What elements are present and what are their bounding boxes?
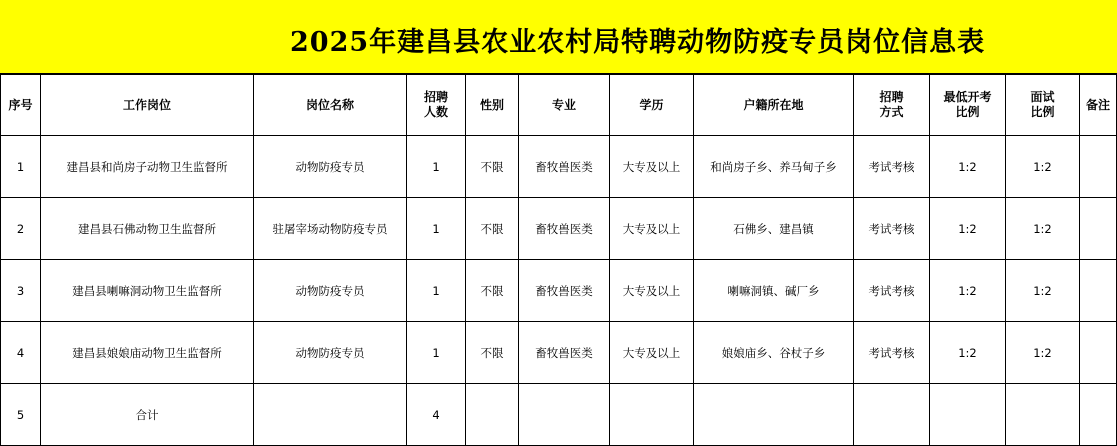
cell-empty[interactable] — [1006, 384, 1080, 446]
cell-major[interactable]: 畜牧兽医类 — [519, 260, 610, 322]
cell-count[interactable]: 1 — [407, 322, 466, 384]
cell-unit[interactable]: 建昌县和尚房子动物卫生监督所 — [41, 136, 254, 198]
header-unit[interactable]: 工作岗位 — [41, 75, 254, 136]
cell-note[interactable] — [1080, 322, 1117, 384]
cell-major[interactable]: 畜牧兽医类 — [519, 198, 610, 260]
cell-seq[interactable]: 1 — [1, 136, 41, 198]
cell-empty[interactable] — [519, 384, 610, 446]
table-row — [1, 322, 1117, 384]
cell-method[interactable]: 考试考核 — [854, 198, 930, 260]
cell-hukou[interactable]: 石佛乡、建昌镇 — [694, 198, 854, 260]
header-post[interactable]: 岗位名称 — [254, 75, 407, 136]
cell-seq[interactable]: 2 — [1, 198, 41, 260]
cell-total-label[interactable]: 合计 — [41, 384, 254, 446]
table-row — [1, 136, 1117, 198]
header-ratio-line2: 比例 — [955, 105, 980, 119]
cell-interview[interactable]: 1:2 — [1006, 260, 1080, 322]
header-ratio-line1: 最低开考 — [943, 90, 992, 104]
header-interview-line1: 面试 — [1030, 90, 1055, 104]
cell-method[interactable]: 考试考核 — [854, 136, 930, 198]
cell-unit[interactable]: 建昌县喇嘛洞动物卫生监督所 — [41, 260, 254, 322]
cell-post[interactable]: 动物防疫专员 — [254, 260, 407, 322]
cell-edu[interactable]: 大专及以上 — [610, 136, 694, 198]
header-seq[interactable]: 序号 — [1, 75, 41, 136]
cell-major[interactable]: 畜牧兽医类 — [519, 136, 610, 198]
cell-unit[interactable]: 建昌县石佛动物卫生监督所 — [41, 198, 254, 260]
cell-seq[interactable]: 3 — [1, 260, 41, 322]
cell-count[interactable]: 1 — [407, 198, 466, 260]
cell-note[interactable] — [1080, 136, 1117, 198]
table-title: 2025年建昌县农业农村局特聘动物防疫专员岗位信息表 — [290, 27, 986, 58]
header-note[interactable]: 备注 — [1080, 75, 1117, 136]
cell-note[interactable] — [1080, 260, 1117, 322]
cell-edu[interactable]: 大专及以上 — [610, 322, 694, 384]
cell-post[interactable]: 驻屠宰场动物防疫专员 — [254, 198, 407, 260]
header-major[interactable]: 专业 — [519, 75, 610, 136]
cell-total-count[interactable]: 4 — [407, 384, 466, 446]
header-interview-line2: 比例 — [1030, 105, 1055, 119]
table-row — [1, 260, 1117, 322]
header-row — [1, 75, 1117, 136]
header-count-line2: 人数 — [423, 105, 448, 119]
cell-seq[interactable]: 4 — [1, 322, 41, 384]
position-table — [0, 74, 1117, 446]
header-hukou[interactable]: 户籍所在地 — [694, 75, 854, 136]
cell-hukou[interactable]: 和尚房子乡、养马甸子乡 — [694, 136, 854, 198]
cell-gender[interactable]: 不限 — [466, 322, 519, 384]
cell-ratio[interactable]: 1:2 — [930, 260, 1006, 322]
cell-empty[interactable] — [930, 384, 1006, 446]
cell-seq[interactable]: 5 — [1, 384, 41, 446]
cell-empty[interactable] — [254, 384, 407, 446]
header-edu[interactable]: 学历 — [610, 75, 694, 136]
cell-ratio[interactable]: 1:2 — [930, 136, 1006, 198]
cell-note[interactable] — [1080, 198, 1117, 260]
header-gender[interactable]: 性别 — [466, 75, 519, 136]
cell-empty[interactable] — [466, 384, 519, 446]
cell-hukou[interactable]: 娘娘庙乡、谷杖子乡 — [694, 322, 854, 384]
cell-interview[interactable]: 1:2 — [1006, 198, 1080, 260]
cell-count[interactable]: 1 — [407, 260, 466, 322]
cell-count[interactable]: 1 — [407, 136, 466, 198]
cell-ratio[interactable]: 1:2 — [930, 198, 1006, 260]
header-ratio[interactable] — [930, 75, 1006, 136]
cell-interview[interactable]: 1:2 — [1006, 322, 1080, 384]
header-count-line1: 招聘 — [423, 90, 448, 104]
total-row — [1, 384, 1117, 446]
cell-unit[interactable]: 建昌县娘娘庙动物卫生监督所 — [41, 322, 254, 384]
cell-method[interactable]: 考试考核 — [854, 260, 930, 322]
cell-ratio[interactable]: 1:2 — [930, 322, 1006, 384]
cell-major[interactable]: 畜牧兽医类 — [519, 322, 610, 384]
cell-empty[interactable] — [694, 384, 854, 446]
cell-edu[interactable]: 大专及以上 — [610, 260, 694, 322]
cell-empty[interactable] — [854, 384, 930, 446]
cell-post[interactable]: 动物防疫专员 — [254, 322, 407, 384]
header-method-line1: 招聘 — [879, 90, 904, 104]
cell-method[interactable]: 考试考核 — [854, 322, 930, 384]
header-method-line2: 方式 — [879, 105, 904, 119]
cell-gender[interactable]: 不限 — [466, 198, 519, 260]
header-method[interactable] — [854, 75, 930, 136]
cell-post[interactable]: 动物防疫专员 — [254, 136, 407, 198]
cell-interview[interactable]: 1:2 — [1006, 136, 1080, 198]
header-interview[interactable] — [1006, 75, 1080, 136]
header-count[interactable] — [407, 75, 466, 136]
cell-hukou[interactable]: 喇嘛洞镇、碱厂乡 — [694, 260, 854, 322]
title-band — [0, 0, 1117, 74]
cell-empty[interactable] — [610, 384, 694, 446]
cell-empty[interactable] — [1080, 384, 1117, 446]
cell-gender[interactable]: 不限 — [466, 136, 519, 198]
table-row — [1, 198, 1117, 260]
cell-edu[interactable]: 大专及以上 — [610, 198, 694, 260]
cell-gender[interactable]: 不限 — [466, 260, 519, 322]
